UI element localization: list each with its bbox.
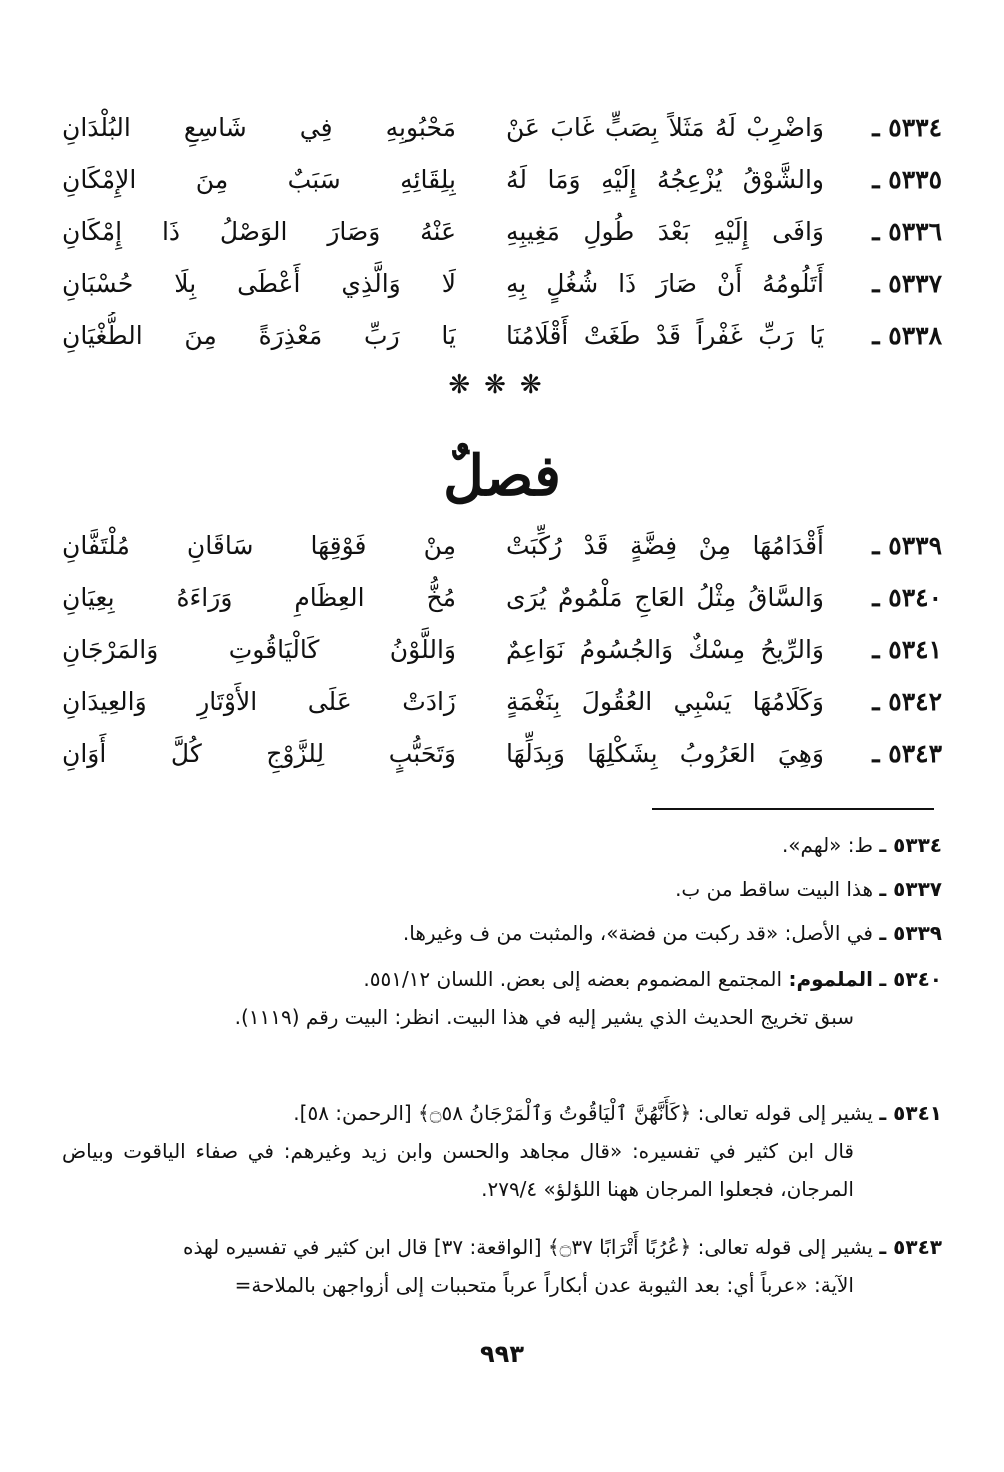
verse-number: ٥٣٣٩ ـ bbox=[872, 531, 942, 560]
footnote-number: ٥٣٤٣ ـ bbox=[879, 1235, 942, 1259]
footnote-text: المجتمع المضموم بعضه إلى بعض. اللسان ٥٥١/١٢. bbox=[363, 967, 783, 991]
verse-second-hemistich: مُخُّ العِظَامِ وَرَاءَهُ بِعِيَانِ bbox=[62, 583, 456, 612]
verse-line bbox=[62, 730, 942, 778]
verse-number: ٥٣٣٨ ـ bbox=[872, 321, 942, 350]
footnote bbox=[62, 960, 942, 1036]
verse-first-hemistich: وَهِيَ العَرُوبُ بِشَكْلِهَا وَبِدَلِّهَا bbox=[506, 739, 824, 768]
verse-first-hemistich: يَا رَبِّ غَفْراً قَدْ طَغَتْ أَقْلَامُنَا bbox=[506, 321, 824, 350]
footnote-number: ٥٣٣٧ ـ bbox=[879, 877, 942, 901]
verse-first-hemistich: وَالرِّيحُ مِسْكٌ وَالجُسُومُ نَوَاعِمٌ bbox=[506, 635, 824, 664]
footnote-citation: [الرحمن: ٥٨]. bbox=[293, 1101, 412, 1125]
verse-number: ٥٣٤٢ ـ bbox=[872, 687, 942, 716]
footnote-number: ٥٣٣٤ ـ bbox=[879, 833, 942, 857]
footnote-text: هذا البيت ساقط من ب. bbox=[675, 877, 873, 901]
footnote-divider bbox=[652, 808, 934, 810]
verse-second-hemistich: مَحْبُوبِهِ فِي شَاسِعِ البُلْدَانِ bbox=[62, 113, 456, 142]
verse-line bbox=[62, 208, 942, 256]
footnote-continuation: الآية: «عرباً أي: بعد الثيوبة عدن أبكاراً عرباً متحببات إلى أزواجهن بالملاحة= bbox=[234, 1273, 854, 1297]
section-separator: ❋❋❋ bbox=[448, 370, 556, 400]
verse-second-hemistich: مِنْ فَوْقِهَا سَاقَانِ مُلْتَفَّانِ bbox=[62, 531, 456, 560]
quran-quote: ﴿عُرُبًا أَتْرَابًا ۝٣٧﴾ bbox=[547, 1235, 692, 1259]
footnote-number: ٥٣٣٩ ـ bbox=[879, 921, 942, 945]
verse-second-hemistich: لَا وَالَّذِي أَعْطَى بِلَا حُسْبَانِ bbox=[62, 269, 456, 298]
footnote-number: ٥٣٤٠ ـ bbox=[879, 967, 942, 991]
quran-quote: ﴿كَأَنَّهُنَّ ٱلْيَاقُوتُ وَٱلْمَرْجَانُ ۝٥٨﴾ bbox=[418, 1101, 692, 1125]
verse-number: ٥٣٤١ ـ bbox=[872, 635, 942, 664]
verse-number: ٥٣٣٥ ـ bbox=[872, 165, 942, 194]
verse-second-hemistich: بِلِقَائِهِ سَبَبٌ مِنَ الإِمْكَانِ bbox=[62, 165, 456, 194]
section-heading: فصلٌ bbox=[443, 443, 561, 509]
verse-first-hemistich: وَالسَّاقُ مِثْلُ العَاجِ مَلْمُومٌ يُرَى bbox=[506, 583, 824, 612]
verse-second-hemistich: وَاللَّوْنُ كَالْيَاقُوتِ وَالمَرْجَانِ bbox=[62, 635, 456, 664]
footnote-text: يشير إلى قوله تعالى: bbox=[697, 1101, 873, 1125]
footnote bbox=[62, 870, 942, 908]
verse-line bbox=[62, 312, 942, 360]
verse-first-hemistich: وَاضْرِبْ لَهُ مَثَلاً بِصَبٍّ غَابَ عَنْ bbox=[506, 113, 824, 142]
footnote-number: ٥٣٤١ ـ bbox=[879, 1101, 942, 1125]
verse-line bbox=[62, 104, 942, 152]
verse-first-hemistich: أَتَلُومُهُ أَنْ صَارَ ذَا شُغُلٍ بِهِ bbox=[506, 269, 824, 298]
footnote-citation: [الواقعة: ٣٧] قال ابن كثير في تفسيره لهذه bbox=[182, 1235, 542, 1259]
verse-number: ٥٣٣٧ ـ bbox=[872, 269, 942, 298]
verse-number: ٥٣٤٠ ـ bbox=[872, 583, 942, 612]
footnote bbox=[62, 1094, 942, 1208]
footnote bbox=[62, 914, 942, 952]
verse-first-hemistich: أَقْدَامُهَا مِنْ فِضَّةٍ قَدْ رُكِّبَتْ bbox=[506, 531, 824, 560]
verse-first-hemistich: والشَّوْقُ يُزْعِجُهُ إِلَيْهِ وَمَا لَهُ bbox=[506, 165, 824, 194]
verse-line bbox=[62, 156, 942, 204]
footnote-continuation: قال ابن كثير في تفسيره: «قال مجاهد والحسن وابن زيد وغيرهم: في صفاء الياقوت وبياض المرجان، فجعلوا المرجان ههنا اللؤلؤ» ٢٧٩/٤. bbox=[62, 1139, 854, 1201]
page-number: ٩٩٣ bbox=[480, 1340, 524, 1368]
footnote-text: ط: «لهم». bbox=[781, 833, 873, 857]
verse-line bbox=[62, 522, 942, 570]
verse-first-hemistich: وَافَى إِلَيْهِ بَعْدَ طُولِ مَغِيبِهِ bbox=[506, 217, 824, 246]
verse-second-hemistich: عَنْهُ وَصَارَ الوَصْلُ ذَا إِمْكَانِ bbox=[62, 217, 456, 246]
footnote-text: يشير إلى قوله تعالى: bbox=[697, 1235, 873, 1259]
verse-number: ٥٣٤٣ ـ bbox=[872, 739, 942, 768]
verse-second-hemistich: وَتَحَبُّبٍ لِلزَّوْجِ كُلَّ أَوَانِ bbox=[62, 739, 456, 768]
verse-first-hemistich: وَكَلَامُهَا يَسْبِي العُقُولَ بِنَغْمَةٍ bbox=[506, 687, 824, 716]
footnote-term: الملموم: bbox=[788, 967, 873, 991]
verse-line bbox=[62, 626, 942, 674]
footnote bbox=[62, 1228, 942, 1304]
verse-second-hemistich: زَادَتْ عَلَى الأَوْتَارِ وَالعِيدَانِ bbox=[62, 687, 456, 716]
verse-number: ٥٣٣٤ ـ bbox=[872, 113, 942, 142]
verse-line bbox=[62, 260, 942, 308]
verse-second-hemistich: يَا رَبِّ مَعْذِرَةً مِنَ الطُّغْيَانِ bbox=[62, 321, 456, 350]
verse-line bbox=[62, 574, 942, 622]
footnote-continuation: سبق تخريج الحديث الذي يشير إليه في هذا البيت. انظر: البيت رقم (١١١٩). bbox=[234, 1005, 854, 1029]
footnote bbox=[62, 826, 942, 864]
footnote-text: في الأصل: «قد ركبت من فضة»، والمثبت من ف وغيرها. bbox=[402, 921, 873, 945]
verse-number: ٥٣٣٦ ـ bbox=[872, 217, 942, 246]
verse-line bbox=[62, 678, 942, 726]
